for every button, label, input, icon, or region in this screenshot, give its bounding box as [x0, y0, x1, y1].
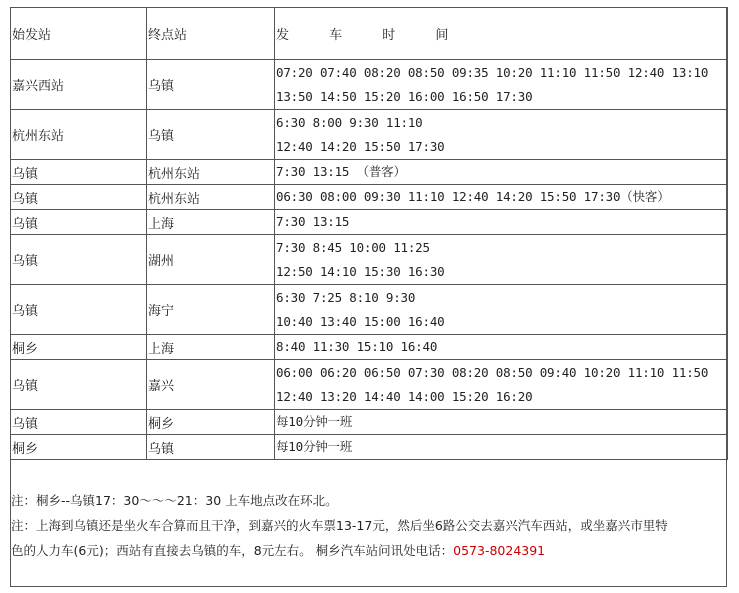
header-row	[11, 8, 728, 60]
destination-cell: 嘉兴	[147, 360, 275, 410]
origin-cell: 杭州东站	[11, 110, 147, 160]
note-3-text: 色的人力车(6元)；西站有直接去乌镇的车，8元左右。 桐乡汽车站问讯处电话：	[11, 543, 454, 558]
origin-cell: 嘉兴西站	[11, 60, 147, 110]
header-origin: 始发站	[11, 8, 147, 60]
departure-times-cell	[275, 110, 728, 160]
departure-times-line: 10:40 13:40 15:00 16:40	[276, 313, 445, 329]
destination-cell: 杭州东站	[147, 160, 275, 185]
departure-times-line: 7:30 13:15	[276, 214, 350, 229]
departure-times-cell	[275, 185, 728, 210]
destination-cell: 杭州东站	[147, 185, 275, 210]
departure-times-line: 7:30 8:45 10:00 11:25	[276, 239, 430, 255]
departure-times-cell	[275, 360, 728, 410]
table-row	[11, 360, 728, 410]
departure-times-cell	[275, 435, 728, 460]
departure-times-cell	[275, 210, 728, 235]
departure-times-line: 8:40 11:30 15:10 16:40	[276, 339, 438, 354]
departure-times-cell	[275, 235, 728, 285]
destination-cell: 湖州	[147, 235, 275, 285]
origin-cell: 桐乡	[11, 335, 147, 360]
departure-times-cell	[275, 285, 728, 335]
table-row	[11, 160, 728, 185]
table-row	[11, 210, 728, 235]
origin-cell: 乌镇	[11, 410, 147, 435]
destination-cell: 海宁	[147, 285, 275, 335]
destination-cell: 上海	[147, 335, 275, 360]
bus-schedule-table	[10, 7, 728, 460]
departure-times-line: 13:50 14:50 15:20 16:00 16:50 17:30	[276, 88, 533, 104]
departure-times-line: 07:20 07:40 08:20 08:50 09:35 10:20 11:10 11:50 12:40 13:10	[276, 64, 709, 80]
departure-times-line: 12:50 14:10 15:30 16:30	[276, 263, 445, 279]
origin-cell: 乌镇	[11, 185, 147, 210]
origin-cell: 乌镇	[11, 210, 147, 235]
departure-times-cell	[275, 410, 728, 435]
origin-cell: 乌镇	[11, 285, 147, 335]
table-row	[11, 335, 728, 360]
departure-times-cell	[275, 60, 728, 110]
departure-times-line: 每10分钟一班	[276, 414, 353, 429]
table-row	[11, 110, 728, 160]
note-1: 注：桐乡--乌镇17：30～～～21：30 上车地点改在环北。	[11, 493, 338, 508]
schedule-body	[11, 60, 728, 460]
header-departure-times: 发 车 时 间	[275, 8, 728, 60]
departure-times-line: 12:40 14:20 15:50 17:30	[276, 138, 445, 154]
origin-cell: 乌镇	[11, 360, 147, 410]
origin-cell: 桐乡	[11, 435, 147, 460]
table-row	[11, 435, 728, 460]
table-row	[11, 235, 728, 285]
departure-times-line: 12:40 13:20 14:40 14:00 15:20 16:20	[276, 388, 533, 404]
phone-number: 0573-8024391	[453, 543, 546, 558]
note-2: 注：上海到乌镇还是坐火车合算而且干净，到嘉兴的火车票13-17元，然后坐6路公交去嘉兴汽车西站，或坐嘉兴市里特	[11, 518, 668, 533]
table-row	[11, 285, 728, 335]
departure-times-line: 6:30 7:25 8:10 9:30	[276, 289, 416, 305]
origin-cell: 乌镇	[11, 160, 147, 185]
origin-cell: 乌镇	[11, 235, 147, 285]
table-row	[11, 185, 728, 210]
header-destination: 终点站	[147, 8, 275, 60]
destination-cell: 乌镇	[147, 60, 275, 110]
note-3	[11, 538, 723, 563]
departure-times-line: 6:30 8:00 9:30 11:10	[276, 114, 423, 130]
notes	[11, 488, 723, 563]
destination-cell: 乌镇	[147, 110, 275, 160]
destination-cell: 桐乡	[147, 410, 275, 435]
table-row	[11, 410, 728, 435]
departure-times-line: 7:30 13:15 （普客）	[276, 164, 406, 179]
destination-cell: 乌镇	[147, 435, 275, 460]
departure-times-cell	[275, 160, 728, 185]
departure-times-cell	[275, 335, 728, 360]
departure-times-line: 06:00 06:20 06:50 07:30 08:20 08:50 09:40 10:20 11:10 11:50	[276, 364, 709, 380]
destination-cell: 上海	[147, 210, 275, 235]
departure-times-line: 每10分钟一班	[276, 439, 353, 454]
departure-times-line: 06:30 08:00 09:30 11:10 12:40 14:20 15:50 17:30（快客）	[276, 189, 670, 204]
table-row	[11, 60, 728, 110]
